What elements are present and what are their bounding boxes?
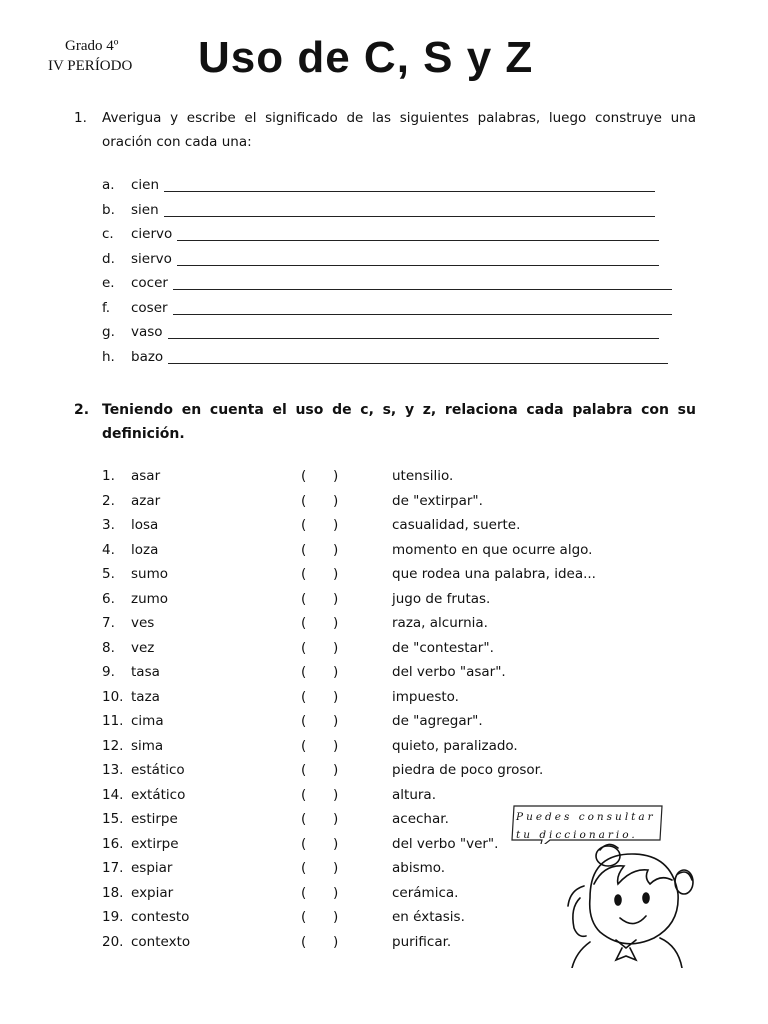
row-number: 3.	[102, 517, 115, 533]
item-letter: e.	[102, 275, 115, 291]
row-word: zumo	[131, 590, 169, 607]
item-letter: d.	[102, 250, 115, 267]
period-label: IV PERÍODO	[48, 58, 133, 74]
paren-close: )	[333, 639, 339, 656]
question-2-number: 2.	[74, 402, 90, 418]
paren-close: )	[333, 615, 339, 631]
paren-open: (	[301, 664, 307, 680]
row-definition: altura.	[392, 786, 436, 803]
item-word: cien	[131, 177, 160, 193]
item-letter: a.	[102, 177, 115, 193]
paren-open: (	[301, 786, 307, 803]
paren-open: (	[301, 713, 307, 729]
row-definition: de "agregar".	[392, 713, 483, 729]
row-word: loza	[131, 541, 159, 558]
paren-close: )	[333, 664, 339, 680]
row-number: 5.	[102, 566, 115, 582]
paren-open: (	[301, 933, 307, 950]
row-word: estático	[131, 762, 185, 778]
row-definition: jugo de frutas.	[392, 590, 491, 607]
paren-close: )	[333, 713, 339, 729]
paren-close: )	[333, 566, 339, 582]
row-definition: del verbo "ver".	[392, 835, 499, 852]
speech-bubble-line-2: tu diccionario.	[516, 829, 638, 841]
row-number: 18.	[102, 884, 124, 901]
paren-open: (	[301, 811, 307, 827]
row-number: 4.	[102, 541, 115, 558]
paren-close: )	[333, 737, 339, 754]
row-number: 9.	[102, 664, 115, 680]
row-definition: purificar.	[392, 933, 452, 950]
row-word: sima	[131, 737, 164, 754]
paren-open: (	[301, 737, 307, 754]
question-1-number: 1.	[74, 110, 87, 126]
paren-close: )	[333, 762, 339, 778]
paren-close: )	[333, 541, 339, 558]
row-number: 19.	[102, 909, 124, 925]
paren-close: )	[333, 786, 339, 803]
paren-close: )	[333, 590, 339, 607]
item-word: ciervo	[131, 226, 173, 242]
item-word: coser	[131, 299, 168, 316]
row-number: 1.	[102, 468, 115, 484]
row-word: azar	[131, 492, 161, 509]
item-letter: h.	[102, 348, 115, 365]
item-letter: c.	[102, 226, 114, 242]
row-definition: en éxtasis.	[392, 909, 465, 925]
row-number: 12.	[102, 737, 124, 754]
row-definition: cerámica.	[392, 884, 459, 901]
row-number: 20.	[102, 933, 124, 950]
row-word: losa	[131, 517, 159, 533]
row-word: vez	[131, 639, 155, 656]
paren-open: (	[301, 860, 307, 876]
paren-open: (	[301, 909, 307, 925]
paren-open: (	[301, 566, 307, 582]
paren-open: (	[301, 590, 307, 607]
row-word: contexto	[131, 933, 191, 950]
paren-close: )	[333, 933, 339, 950]
paren-close: )	[333, 860, 339, 876]
item-letter: f.	[102, 299, 111, 316]
row-word: ves	[131, 615, 155, 631]
paren-close: )	[333, 909, 339, 925]
row-number: 8.	[102, 639, 115, 656]
paren-close: )	[333, 492, 339, 509]
paren-close: )	[333, 688, 339, 705]
row-definition: piedra de poco grosor.	[392, 762, 544, 778]
row-word: contesto	[131, 909, 190, 925]
row-definition: quieto, paralizado.	[392, 737, 518, 754]
item-word: bazo	[131, 348, 164, 365]
row-number: 15.	[102, 811, 124, 827]
answer-line[interactable]	[173, 289, 672, 290]
row-word: tasa	[131, 664, 160, 680]
row-word: estirpe	[131, 811, 178, 827]
row-definition: raza, alcurnia.	[392, 615, 488, 631]
row-word: extirpe	[131, 835, 179, 852]
answer-line[interactable]	[164, 216, 655, 217]
paren-open: (	[301, 762, 307, 778]
question-1	[74, 106, 696, 154]
row-word: espiar	[131, 860, 173, 876]
answer-line[interactable]	[177, 240, 659, 241]
question-1-text: Averigua y escribe el significado de las siguientes palabras, luego construye una oración con cada una:	[102, 110, 696, 150]
paren-close: )	[333, 835, 339, 852]
row-number: 6.	[102, 590, 115, 607]
paren-close: )	[333, 884, 339, 901]
paren-open: (	[301, 517, 307, 533]
paren-open: (	[301, 541, 307, 558]
item-word: sien	[131, 201, 159, 218]
answer-line[interactable]	[173, 314, 672, 315]
paren-open: (	[301, 492, 307, 509]
row-definition: que rodea una palabra, idea...	[392, 566, 596, 582]
paren-open: (	[301, 884, 307, 901]
item-word: vaso	[131, 324, 163, 340]
row-number: 17.	[102, 860, 124, 876]
row-number: 2.	[102, 492, 115, 509]
girl-cartoon-icon	[560, 838, 710, 968]
item-letter: b.	[102, 201, 115, 218]
row-definition: casualidad, suerte.	[392, 517, 521, 533]
row-definition: de "extirpar".	[392, 492, 483, 509]
row-definition: impuesto.	[392, 688, 459, 705]
row-definition: utensilio.	[392, 468, 454, 484]
paren-open: (	[301, 835, 307, 852]
paren-open: (	[301, 688, 307, 705]
page-title: Uso de C, S y Z	[198, 33, 534, 82]
row-word: cima	[131, 713, 164, 729]
row-definition: acechar.	[392, 811, 449, 827]
item-word: cocer	[131, 275, 168, 291]
row-word: taza	[131, 688, 160, 705]
paren-open: (	[301, 468, 307, 484]
answer-line[interactable]	[168, 363, 668, 364]
answer-line[interactable]	[168, 338, 659, 339]
grade-label: Grado 4º	[65, 38, 119, 54]
question-2	[74, 398, 696, 446]
row-definition: del verbo "asar".	[392, 664, 506, 680]
item-letter: g.	[102, 324, 115, 340]
paren-close: )	[333, 468, 339, 484]
answer-line[interactable]	[164, 191, 655, 192]
row-definition: de "contestar".	[392, 639, 494, 656]
row-number: 11.	[102, 713, 124, 729]
speech-bubble-line-1: Puedes consultar	[516, 811, 656, 823]
row-number: 16.	[102, 835, 124, 852]
row-word: extático	[131, 786, 186, 803]
paren-open: (	[301, 639, 307, 656]
question-2-text: Teniendo en cuenta el uso de c, s, y z, relaciona cada palabra con su definición.	[102, 402, 696, 442]
row-number: 10.	[102, 688, 124, 705]
row-word: asar	[131, 468, 161, 484]
row-number: 7.	[102, 615, 115, 631]
row-number: 14.	[102, 786, 124, 803]
paren-close: )	[333, 517, 339, 533]
row-word: expiar	[131, 884, 174, 901]
header	[48, 36, 132, 76]
paren-open: (	[301, 615, 307, 631]
row-word: sumo	[131, 566, 168, 582]
row-number: 13.	[102, 762, 124, 778]
row-definition: momento en que ocurre algo.	[392, 541, 593, 558]
item-word: siervo	[131, 250, 172, 267]
row-definition: abismo.	[392, 860, 446, 876]
paren-close: )	[333, 811, 339, 827]
answer-line[interactable]	[177, 265, 659, 266]
